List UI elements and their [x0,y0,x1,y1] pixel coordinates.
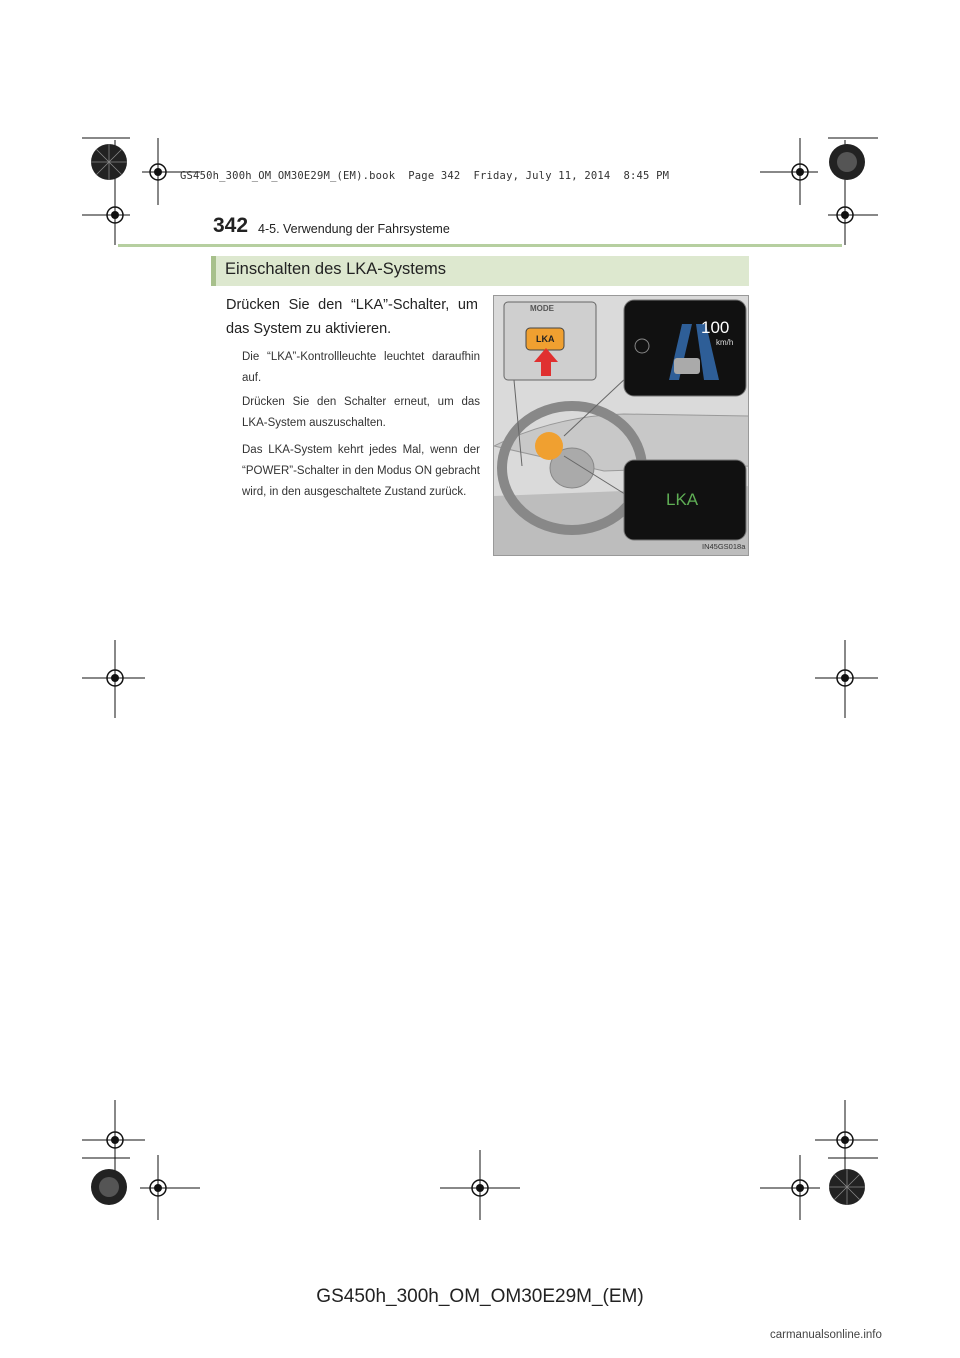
starburst-dial-icon [828,143,866,181]
speed-unit: km/h [716,338,734,347]
section-title: Einschalten des LKA-Systems [225,260,447,278]
print-slug: GS450h_300h_OM_OM30E29M_(EM).book Page 342 Friday, July 11, 2014 8:45 PM [180,170,670,182]
registration-target-icon [833,666,857,690]
starburst-dial-icon [90,143,128,181]
registration-target-icon [103,666,127,690]
registration-target-icon [788,160,812,184]
note-power-reset: Das LKA-System kehrt jedes Mal, wenn der “POWER”-Schalter in den Modus ON gebracht wird, in den ausgeschaltete Zustand zurück. [242,444,480,498]
registration-target-icon [833,1128,857,1152]
footer-model-code: GS450h_300h_OM_OM30E29M_(EM) [316,1286,644,1307]
registration-target-icon [103,203,127,227]
figure-id: IN45GS018a [702,542,746,551]
lka-button-label: LKA [536,334,555,344]
registration-target-icon [468,1176,492,1200]
starburst-dial-icon [828,1168,866,1206]
dashboard-illustration [493,295,749,556]
watermark: carmanualsonline.info [770,1329,882,1341]
note-indicator: Die “LKA”-Kontrollleuchte leuchtet daraufhin auf. [242,351,480,384]
note-switch-off: Drücken Sie den Schalter erneut, um das LKA-System auszuschalten. [242,396,480,429]
chapter-title: 4-5. Verwendung der Fahrsysteme [258,222,450,236]
instruction-text: Drücken Sie den “LKA”-Schalter, um das System zu aktivieren. [226,297,478,337]
starburst-dial-icon [90,1168,128,1206]
header-rule [118,244,842,247]
lka-indicator-label: LKA [666,490,699,509]
registration-target-icon [833,203,857,227]
mode-label: MODE [530,304,554,313]
speed-value: 100 [701,318,730,337]
registration-target-icon [103,1128,127,1152]
page-number: 342 [213,214,249,237]
registration-target-icon [146,160,170,184]
registration-target-icon [788,1176,812,1200]
registration-target-icon [146,1176,170,1200]
